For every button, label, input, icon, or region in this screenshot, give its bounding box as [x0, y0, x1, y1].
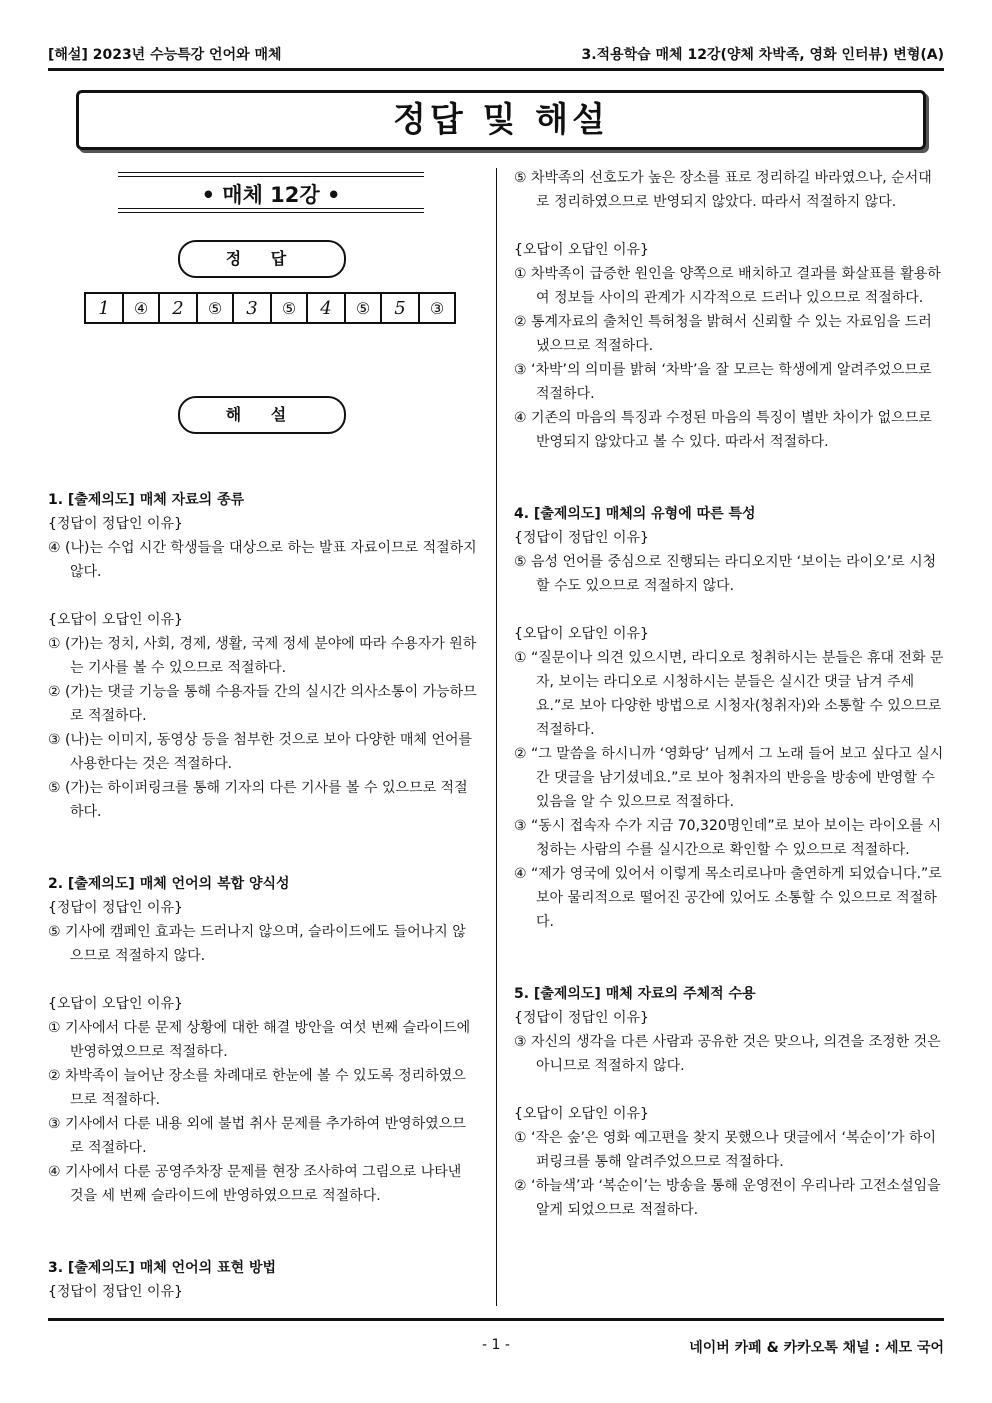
left-column — [48, 488, 478, 1304]
wrong-reason: ③ “동시 접속자 수가 지금 70,320명인데”로 보아 보이는 라이오를 시청하는 사람의 수를 실시간으로 확인할 수 있으므로 적절하다. — [514, 818, 942, 858]
right-column — [514, 166, 944, 1222]
wrong-reason: ② (가)는 댓글 기능을 통해 수용자들 간의 실시간 의사소통이 가능하므로 적절하다. — [48, 684, 477, 724]
wrong-reason: ④ “제가 영국에 있어서 이렇게 목소리로나마 출연하게 되었습니다.”로 보아 물리적으로 떨어진 공간에 있어도 소통할 수 있으므로 적절하다. — [514, 866, 942, 930]
page-number: - 1 - — [482, 1337, 510, 1353]
question-title: 5. [출제의도] 매체 자료의 주체적 수용 — [514, 986, 756, 1002]
answer-choice: ⑤ — [271, 293, 307, 323]
answer-choice: ③ — [419, 293, 455, 323]
wrong-reason: ③ ‘차박’의 의미를 밝혀 ‘차박’을 잘 모르는 학생에게 알려주었으므로 적절하다. — [514, 362, 932, 402]
correct-reason: ⑤ 음성 언어를 중심으로 진행되는 라디오지만 ‘보이는 라이오’로 시청할 수도 있으므로 적절하지 않다. — [514, 554, 937, 594]
answer-choice: ④ — [123, 293, 159, 323]
correct-label: {정답이 정답인 이유} — [514, 530, 649, 546]
header-rule — [48, 68, 944, 71]
wrong-label: {오답이 오답인 이유} — [514, 626, 649, 642]
correct-reason: ④ (나)는 수업 시간 학생들을 대상으로 하는 발표 자료이므로 적절하지 않다. — [48, 540, 477, 580]
correct-reason: ⑤ 기사에 캠페인 효과는 드러나지 않으며, 슬라이드에도 들어나지 않으므로 적절하지 않다. — [48, 924, 466, 964]
footer-channel: 네이버 카페 & 카카오톡 채널 : 세모 국어 — [689, 1340, 944, 1356]
header-left: [해설] 2023년 수능특강 언어와 매체 — [48, 47, 282, 63]
column-divider — [496, 168, 497, 1306]
wrong-reason: ⑤ (가)는 하이퍼링크를 통해 기자의 다른 기사를 볼 수 있으므로 적절하다. — [48, 780, 468, 820]
wrong-reason: ④ 기사에서 다룬 공영주차장 문제를 현장 조사하여 그림으로 나타낸 것을 세 번째 슬라이드에 반영하였으므로 적절하다. — [48, 1164, 462, 1204]
correct-reason: ③ 자신의 생각을 다른 사람과 공유한 것은 맞으나, 의견을 조정한 것은 아니므로 적절하지 않다. — [514, 1034, 941, 1074]
answer-choice: ⑤ — [197, 293, 233, 323]
question-title: 3. [출제의도] 매체 언어의 표현 방법 — [48, 1260, 277, 1276]
correct-label: {정답이 정답인 이유} — [514, 1010, 649, 1026]
wrong-label: {오답이 오답인 이유} — [48, 996, 183, 1012]
wrong-reason: ② 차박족이 늘어난 장소를 차례대로 한눈에 볼 수 있도록 정리하였으므로 적절하다. — [48, 1068, 466, 1108]
header-right: 3.적용학습 매체 12강(양체 차박족, 영화 인터뷰) 변형(A) — [581, 47, 944, 63]
page-header — [48, 44, 944, 66]
question-title: 2. [출제의도] 매체 언어의 복합 양식성 — [48, 876, 290, 892]
question-title: 4. [출제의도] 매체의 유형에 따른 특성 — [514, 506, 756, 522]
answer-choice: ⑤ — [345, 293, 381, 323]
correct-reason: ⑤ 차박족의 선호도가 높은 장소를 표로 정리하길 바라였으나, 순서대로 정리하였으므로 반영되지 않았다. 따라서 적절하지 않다. — [514, 170, 932, 210]
wrong-reason: ① ‘작은 숲’은 영화 예고편을 찾지 못했으나 댓글에서 ‘복순이’가 하이퍼링크를 통해 알려주었으므로 적절하다. — [514, 1130, 937, 1170]
wrong-reason: ③ 기사에서 다룬 내용 외에 불법 취사 문제를 추가하여 반영하였으므로 적절하다. — [48, 1116, 466, 1156]
wrong-reason: ① (가)는 정치, 사회, 경제, 생활, 국제 정세 분야에 따라 수용자가 원하는 기사를 볼 수 있으므로 적절하다. — [48, 636, 477, 676]
section-title-box — [118, 170, 424, 214]
page-title: 정답 및 해설 — [76, 90, 926, 150]
wrong-reason: ② ‘하늘색’과 ‘복순이’는 방송을 통해 운영전이 우리나라 고전소설임을 알게 되었으므로 적절하다. — [514, 1178, 941, 1218]
wrong-reason: ② “그 말씀을 하시니까 ‘영화당’ 님께서 그 노래 들어 보고 싶다고 실시간 댓글을 남기셨네요.”로 보아 청취자의 반응을 방송에 반영할 수 있음을 알 수 있으므로 적절하다. — [514, 746, 944, 810]
wrong-reason: ③ (나)는 이미지, 동영상 등을 첨부한 것으로 보아 다양한 매체 언어를 사용한다는 것은 적절하다. — [48, 732, 473, 772]
correct-label: {정답이 정답인 이유} — [48, 1284, 183, 1300]
answer-number: 2 — [159, 293, 197, 323]
explanation-label: 해 설 — [178, 396, 346, 434]
wrong-reason: ② 통계자료의 출처인 특허청을 밝혀서 신뢰할 수 있는 자료임을 드러냈으므로 적절하다. — [514, 314, 932, 354]
answer-number: 1 — [85, 293, 123, 323]
answer-number: 4 — [307, 293, 345, 323]
answer-table — [84, 292, 456, 324]
wrong-label: {오답이 오답인 이유} — [514, 242, 649, 258]
correct-label: {정답이 정답인 이유} — [48, 516, 183, 532]
wrong-reason: ④ 기존의 마음의 특징과 수정된 마음의 특징이 별반 차이가 없으므로 반영되지 않았다고 볼 수 있다. 따라서 적절하다. — [514, 410, 932, 450]
correct-label: {정답이 정답인 이유} — [48, 900, 183, 916]
section-title: • 매체 12강 • — [201, 183, 341, 207]
wrong-reason: ① “질문이나 의견 있으시면, 라디오로 청취하시는 분들은 휴대 전화 문자, 보이는 라디오로 시청하시는 분들은 실시간 댓글 남겨 주세요.”로 보아 다양한 방법으로 시청자(청취자)와 소통할 수 있으므로 적절하다. — [514, 650, 944, 738]
wrong-reason: ① 기사에서 다룬 문제 상황에 대한 해결 방안을 여섯 번째 슬라이드에 반영하였으므로 적절하다. — [48, 1020, 471, 1060]
wrong-label: {오답이 오답인 이유} — [514, 1106, 649, 1122]
answer-label: 정 답 — [178, 240, 346, 278]
wrong-reason: ① 차박족이 급증한 원인을 양쪽으로 배치하고 결과를 화살표를 활용하여 정보들 사이의 관계가 시각적으로 드러나 있으므로 적절하다. — [514, 266, 941, 306]
answer-number: 5 — [381, 293, 419, 323]
question-title: 1. [출제의도] 매체 자료의 종류 — [48, 492, 245, 508]
footer-rule — [48, 1318, 944, 1321]
wrong-label: {오답이 오답인 이유} — [48, 612, 183, 628]
answer-number: 3 — [233, 293, 271, 323]
